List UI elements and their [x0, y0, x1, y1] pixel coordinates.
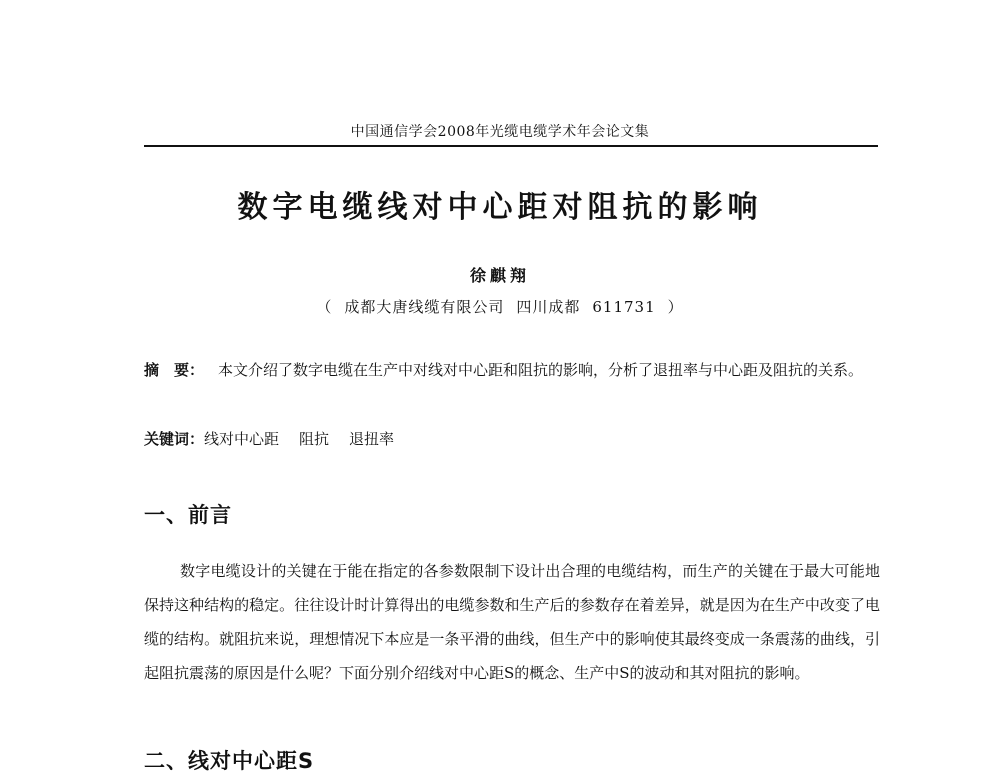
paper-title: 数字电缆线对中心距对阻抗的影响 — [237, 190, 763, 225]
affiliation-postcode: 611731 — [592, 298, 656, 316]
running-header: 中国通信学会2008年光缆电缆学术年会论文集 — [350, 124, 650, 140]
affiliation-close-paren: ） — [667, 298, 684, 316]
affiliation-company: 成都大唐线缆有限公司 — [344, 298, 505, 316]
keywords-label: 关键词： — [144, 430, 205, 448]
keyword-item: 退扭率 — [349, 430, 395, 448]
author-affiliation — [0, 296, 1000, 317]
header-rule — [144, 145, 878, 147]
abstract — [144, 353, 884, 388]
section-heading-introduction: 一、前言 — [144, 503, 232, 527]
keywords — [144, 425, 884, 453]
abstract-label: 摘 要： — [144, 361, 205, 379]
section-heading-pair-center-distance: 二、线对中心距S — [144, 749, 315, 773]
author-name: 徐麒翔 — [469, 266, 530, 285]
affiliation-open-paren: （ — [316, 298, 333, 316]
affiliation-location: 四川成都 — [516, 298, 581, 316]
abstract-text: 本文介绍了数字电缆在生产中对线对中心距和阻抗的影响，分析了退扭率与中心距及阻抗的关系。 — [218, 361, 864, 379]
keyword-item: 线对中心距 — [204, 430, 280, 448]
keyword-item: 阻抗 — [299, 430, 330, 448]
section-paragraph: 数字电缆设计的关键在于能在指定的各参数限制下设计出合理的电缆结构，而生产的关键在于最大可能地保持这种结构的稳定。往往设计时计算得出的电缆参数和生产后的参数存在着差异，就是因为在生产中改变了电缆的结构。就阻抗来说，理想情况下本应是一条平滑的曲线，但生产中的影响使其最终变成一条震荡的曲线，引起阻抗震荡的原因是什么呢？下面分别介绍线对中心距S的概念、生产中S的波动和其对阻抗的影响。 — [144, 562, 880, 682]
